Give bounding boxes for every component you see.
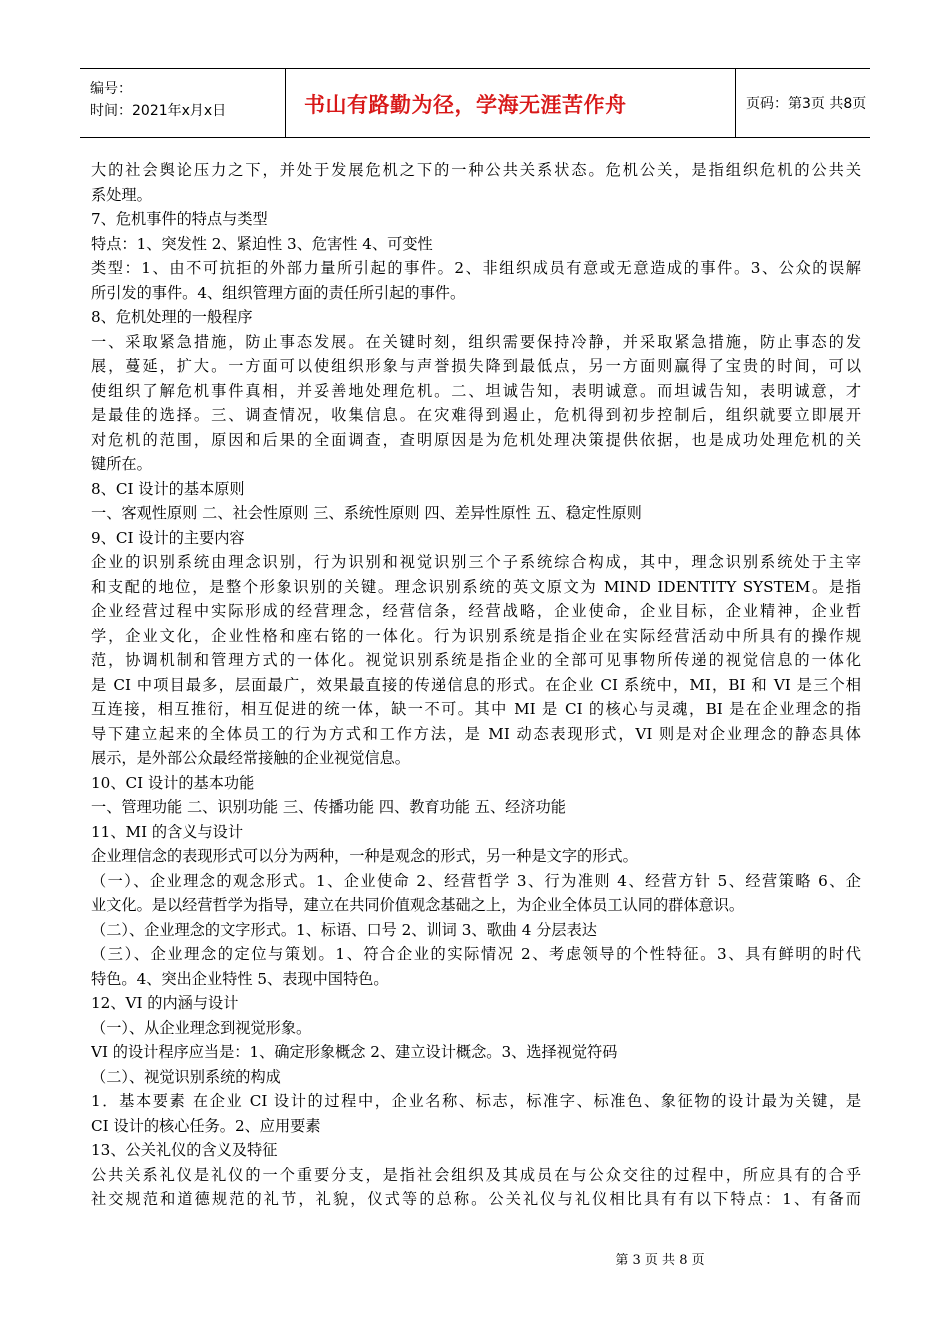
header-motto-cell [286,69,736,137]
header-meta-cell [80,69,286,137]
text-line: 展，蔓延，扩大。一方面可以使组织形象与声誉损失降到最低点，另一方面则赢得了宝贵的时间，可以 [91,357,861,375]
text-line: 所引发的事件。4、组织管理方面的责任所引起的事件。 [91,283,466,302]
text-line: 企业经营过程中实际形成的经营理念，经营信条，经营战略，企业使命，企业目标，企业精神，企业哲 [91,602,861,620]
text-line: 展示，是外部公众最经常接触的企业视觉信息。 [91,749,410,767]
text-line: 社交规范和道德规范的礼节，礼貌，仪式等的总称。公关礼仪与礼仪相比具有有以下特点：1、有备而 [91,1190,861,1208]
text-line: 特点：1、突发性 2、紧迫性 3、危害性 4、可变性 [91,234,433,253]
text-line: 对危机的范围，原因和后果的全面调查，查明原因是为危机处理决策提供依据，也是成功处理危机的关 [91,430,861,449]
text-line: （二）、企业理念的文字形式。1、标语、口号 2、训词 3、歌曲 4 分层表达 [91,920,597,939]
text-line: 13、公关礼仪的含义及特征 [91,1141,278,1159]
text-line: 9、CI 设计的主要内容 [91,528,245,547]
document-body [91,158,861,1212]
document-number-label: 编号： [90,81,132,97]
text-line: 1．基本要素 在企业 CI 设计的过程中，企业名称、标志，标准字、标准色、象征物的设计最为关键，是 [91,1092,861,1110]
text-line: 一、管理功能 二、识别功能 三、传播功能 四、教育功能 五、经济功能 [91,798,566,816]
text-line: 7、危机事件的特点与类型 [91,210,268,228]
text-line: （二）、视觉识别系统的构成 [91,1067,281,1086]
header-page-cell [736,69,870,137]
text-line: VI 的设计程序应当是：1、确定形象概念 2、建立设计概念。3、选择视觉符码 [91,1043,618,1061]
text-line: 互连接，相互推衍，相互促进的统一体，缺一不可。其中 MI 是 CI 的核心与灵魂，BI 是在企业理念的指 [91,700,861,718]
header-motto: 书山有路勤为径，学海无涯苦作舟 [304,93,627,117]
text-line: 大的社会舆论压力之下，并处于发展危机之下的一种公共关系状态。危机公关，是指组织危机的公共关 [91,161,861,179]
document-header [80,68,870,138]
text-line: 是 CI 中项目最多，层面最广，效果最直接的传递信息的形式。在企业 CI 系统中，MI，BI 和 VI 是三个相 [91,675,861,694]
text-line: 企业的识别系统由理念识别，行为识别和视觉识别三个子系统综合构成，其中，理念识别系统处于主宰 [91,553,861,571]
document-time-label: 时间：2021年x月x日 [90,103,227,119]
text-line: 一、客观性原则 二、社会性原则 三、系统性原则 四、差异性原性 五、稳定性原则 [91,504,642,522]
text-line: 范，协调机制和管理方式的一体化。视觉识别系统是指企业的全部可见事物所传递的视觉信息的一体化 [91,651,861,669]
text-line: 业文化。是以经营哲学为指导，建立在共同价值观念基础之上，为企业全体员工认同的群体意识。 [91,896,745,914]
text-line: 使组织了解危机事件真相，并妥善地处理危机。二、坦诚告知，表明诚意。而坦诚告知，表明诚意，才 [91,381,861,400]
text-line: 学，企业文化，企业性格和座右铭的一体化。行为识别系统是指企业在实际经营活动中所具有的操作规 [91,626,861,645]
text-line: （三）、企业理念的定位与策划。1、符合企业的实际情况 2、考虑领导的个性特征。3、具有鲜明的时代 [91,945,861,963]
text-line: 键所在。 [91,455,152,473]
text-line: 系处理。 [91,185,152,204]
text-line: 和支配的地位，是整个形象识别的关键。理念识别系统的英文原文为 MIND IDENTITY SYSTEM。是指 [91,577,861,596]
text-line: 类型：1、由不可抗拒的外部力量所引起的事件。2、非组织成员有意或无意造成的事件。3、公众的误解 [91,259,861,277]
text-line: 公共关系礼仪是礼仪的一个重要分支，是指社会组织及其成员在与公众交往的过程中，所应具有的合乎 [91,1165,861,1184]
text-line: 8、CI 设计的基本原则 [91,479,245,498]
text-line: 导下建立起来的全体员工的行为方式和工作方法，是 MI 动态表现形式，VI 则是对企业理念的静态具体 [91,724,861,743]
text-line: 10、CI 设计的基本功能 [91,773,255,792]
text-line: 特色。4、突出企业特性 5、表现中国特色。 [91,969,389,988]
text-line: 一、采取紧急措施，防止事态发展。在关键时刻，组织需要保持冷静，并采取紧急措施，防止事态的发 [91,332,861,351]
page-footer: 第 3 页 共 8 页 [615,1253,705,1268]
text-line: 是最佳的选择。三、调查情况，收集信息。在灾难得到遏止，危机得到初步控制后，组织就要立即展开 [91,406,861,424]
text-line: （一）、从企业理念到视觉形象。 [91,1018,312,1037]
header-page-code: 页码：第3页 共8页 [746,96,867,112]
text-line: CI 设计的核心任务。2、应用要素 [91,1116,321,1135]
text-line: 12、VI 的内涵与设计 [91,994,239,1012]
text-line: （一）、企业理念的观念形式。1、企业使命 2、经营哲学 3、行为准则 4、经营方针 5、经营策略 6、企 [91,871,861,890]
text-line: 8、危机处理的一般程序 [91,308,253,326]
text-line: 企业理信念的表现形式可以分为两种，一种是观念的形式，另一种是文字的形式。 [91,847,638,865]
text-line: 11、MI 的含义与设计 [91,822,244,841]
